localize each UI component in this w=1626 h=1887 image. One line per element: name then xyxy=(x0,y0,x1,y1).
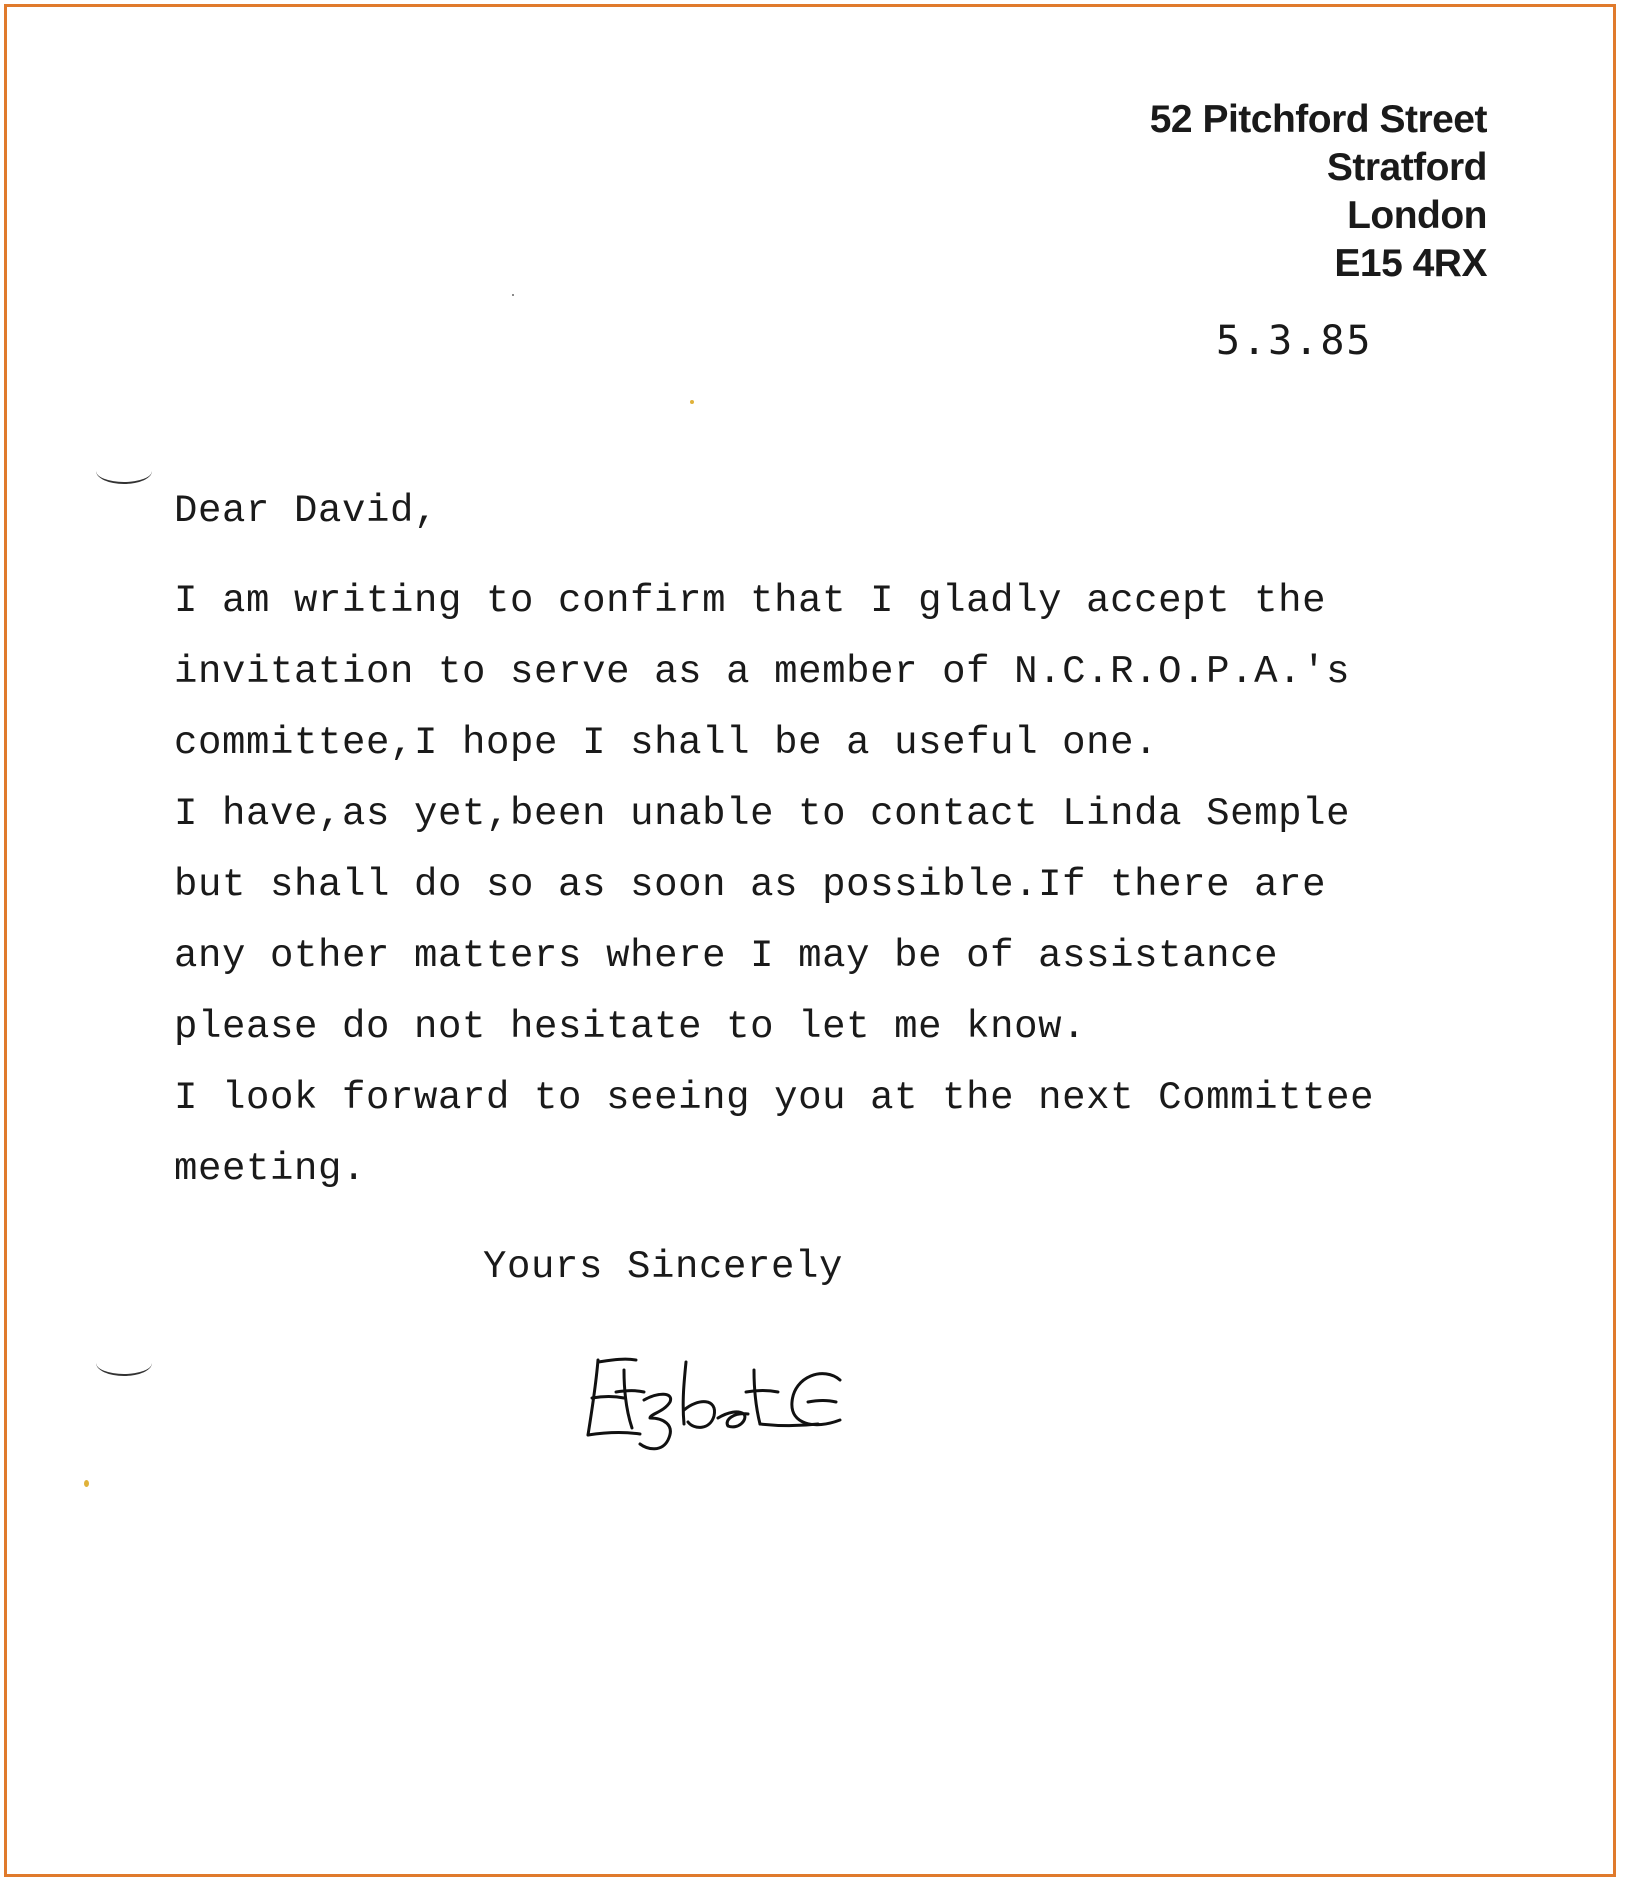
body-line-8: I look forward to seeing you at the next Committee xyxy=(174,1076,1375,1120)
body-line-7: please do not hesitate to let me know. xyxy=(174,1005,1087,1049)
address-city: London xyxy=(1347,194,1487,237)
punch-hole-mark-top xyxy=(96,458,152,484)
address-street: 52 Pitchford Street xyxy=(1149,98,1487,141)
body-line-4: I have,as yet,been unable to contact Linda Semple xyxy=(174,792,1351,836)
letter-date: 5.3.85 xyxy=(1216,318,1373,364)
address-postcode: E15 4RX xyxy=(1334,242,1487,285)
salutation: Dear David, xyxy=(174,489,439,533)
handwritten-signature xyxy=(578,1340,848,1460)
paper-speck xyxy=(84,1480,89,1487)
paper-speck xyxy=(690,400,694,404)
sender-address xyxy=(1150,96,1487,288)
body-line-3: committee,I hope I shall be a useful one. xyxy=(174,721,1159,765)
body-line-1: I am writing to confirm that I gladly accept the xyxy=(174,579,1327,623)
body-line-6: any other matters where I may be of assistance xyxy=(174,934,1279,978)
body-line-2: invitation to serve as a member of N.C.R.O.P.A.'s xyxy=(174,650,1351,694)
body-line-9: meeting. xyxy=(174,1147,367,1191)
body-line-5: but shall do so as soon as possible.If there are xyxy=(174,863,1327,907)
punch-hole-mark-bottom xyxy=(96,1350,152,1376)
address-district: Stratford xyxy=(1326,146,1487,189)
paper-speck xyxy=(512,294,514,296)
closing: Yours Sincerely xyxy=(483,1245,844,1289)
